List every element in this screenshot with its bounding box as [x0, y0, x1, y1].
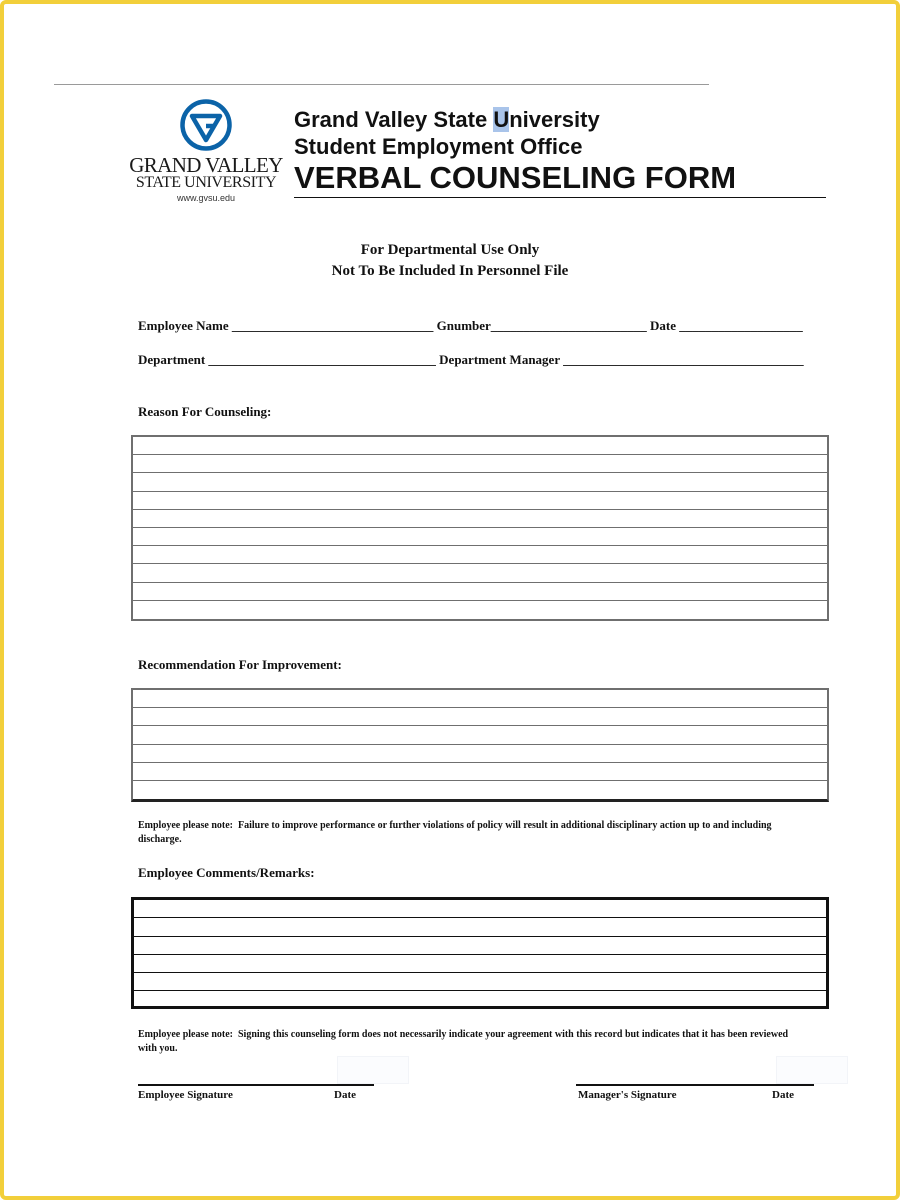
manager-signature-line[interactable]: [576, 1084, 814, 1086]
top-rule: [54, 84, 709, 85]
form-heading: [294, 106, 826, 198]
logo-url: www.gvsu.edu: [176, 193, 236, 203]
university-name: Grand Valley State University: [294, 107, 600, 132]
employee-name-field[interactable]: _______________________________: [231, 318, 434, 333]
department-field[interactable]: ___________________________________: [208, 352, 436, 367]
field-row-department: [138, 352, 804, 368]
office-name: Student Employment Office: [294, 134, 583, 159]
employee-name-label: Employee Name: [138, 318, 229, 333]
recommendation-textarea[interactable]: [131, 688, 829, 802]
manager-signature-label: Manager's Signature: [578, 1089, 677, 1101]
text-selection-highlight: U: [493, 107, 510, 132]
reason-label: Reason For Counseling:: [138, 404, 272, 419]
manager-date-label: Date: [772, 1089, 794, 1101]
notice-line2: Not To Be Included In Personnel File: [331, 263, 569, 279]
form-title: VERBAL COUNSELING FORM: [294, 160, 826, 198]
employee-signature-label: Employee Signature: [138, 1089, 233, 1101]
gnumber-field[interactable]: ________________________: [490, 318, 647, 333]
recommendation-label: Recommendation For Improvement:: [138, 657, 342, 672]
reason-textarea[interactable]: [131, 435, 829, 621]
note-signing: Employee please note: Signing this counseling form does not necessarily indicate your agreement with this record but indicates that it has been reviewed with you.: [138, 1029, 789, 1054]
department-manager-field[interactable]: _____________________________________: [563, 352, 804, 367]
employee-signature-line[interactable]: [138, 1084, 374, 1086]
logo-wordmark-line1: GRAND VALLEY: [129, 153, 283, 177]
employee-date-label: Date: [334, 1089, 356, 1101]
gvsu-logo: [126, 99, 286, 203]
gvsu-emblem-icon: [180, 99, 232, 151]
date-input-hint: [776, 1056, 848, 1084]
gnumber-label: Gnumber: [436, 318, 491, 333]
department-manager-label: Department Manager: [439, 352, 560, 367]
comments-label: Employee Comments/Remarks:: [138, 865, 315, 880]
logo-wordmark-line2: STATE UNIVERSITY: [135, 174, 277, 191]
date-input-hint: [337, 1056, 409, 1084]
notice-line1: For Departmental Use Only: [360, 242, 540, 258]
comments-textarea[interactable]: [131, 897, 829, 1009]
date-label: Date: [650, 318, 677, 333]
department-label: Department: [138, 352, 206, 367]
date-field[interactable]: ___________________: [679, 318, 803, 333]
field-row-employee: [138, 318, 803, 334]
note-disciplinary: Employee please note: Failure to improve performance or further violations of policy will result in additional disciplinary action up to and including discharge.: [138, 820, 772, 845]
